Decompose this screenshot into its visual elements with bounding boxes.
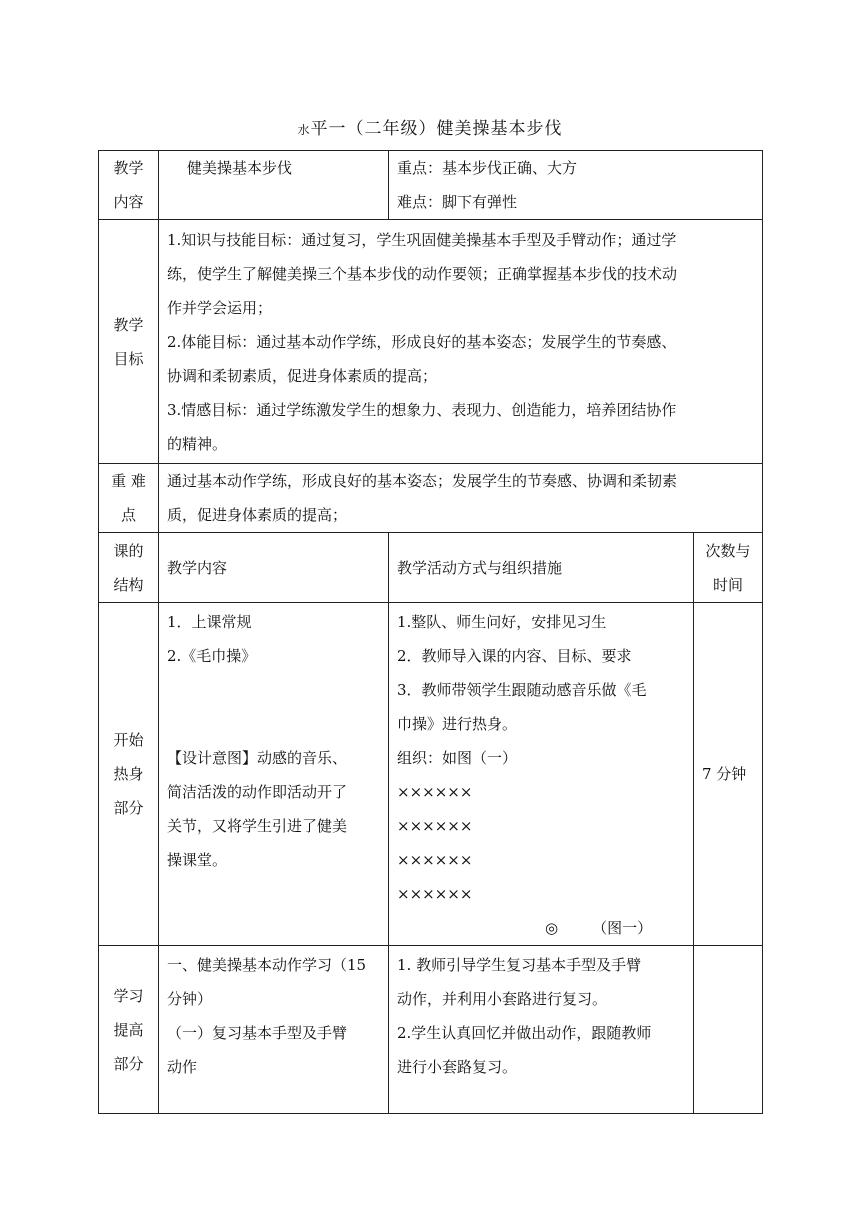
figure-caption: （图一）	[592, 919, 653, 937]
goals-text: 1.知识与技能目标：通过复习，学生巩固健美操基本手型及手臂动作；通过学 练，使学生了解健美操三个基本步伐的动作要领；正确掌握基本步伐的技术动 作并学会运用； 2.体能目标：通过基本动作学练，形成良好的基本姿态；发展学生的节奏感、 协调和柔韧素质，促进身体素质的提高； 3.情感目标：通过学练激发学生的想象力、表现力、创造能力，培养团结协作 的精神。	[159, 220, 763, 464]
header-activities: 教学活动方式与组织措施	[389, 533, 694, 603]
row-structure-header	[99, 533, 763, 603]
label-key-difficulties: 重 难 点	[99, 464, 159, 533]
title-main: 平一（二年级）健美操基本步伐	[310, 119, 563, 139]
label-teaching-content: 教学 内容	[99, 151, 159, 220]
label-teaching-goals: 教学 目标	[99, 220, 159, 464]
difficulties-text: 通过基本动作学练，形成良好的基本姿态；发展学生的节奏感、协调和柔韧素 质，促进身体素质的提高；	[159, 464, 763, 533]
design-intent: 【设计意图】动感的音乐、	[167, 749, 348, 767]
row-learning-section	[99, 946, 763, 1114]
formation-row: ××××××	[397, 783, 473, 801]
row-warmup-section	[99, 603, 763, 946]
row-key-difficulties	[99, 464, 763, 533]
title-prefix: 水	[297, 123, 311, 137]
label-learning: 学习 提高 部分	[99, 946, 159, 1114]
header-content: 教学内容	[159, 533, 389, 603]
warmup-content: 1．上课常规 2.《毛巾操》 【设计意图】动感的音乐、 简洁活泼的动作即活动开了 关节，又将学生引进了健美 操课堂。	[159, 603, 389, 946]
learning-activities: 1. 教师引导学生复习基本手型及手臂 动作，并利用小套路进行复习。 2.学生认真回忆并做出动作，跟随教师 进行小套路复习。	[389, 946, 694, 1114]
teacher-position-icon: ◎	[545, 919, 559, 937]
warmup-activities: 1.整队、师生问好，安排见习生 2．教师导入课的内容、目标、要求 3．教师带领学生跟随动感音乐做《毛 巾操》进行热身。 组织：如图（一） ×××××× ×××××× ×××××× ×××××× ◎ （图一）	[389, 603, 694, 946]
page-title	[0, 114, 860, 139]
label-warmup: 开始 热身 部分	[99, 603, 159, 946]
lesson-plan-table	[98, 150, 763, 1114]
formation-row: ××××××	[397, 817, 473, 835]
content-topic: 健美操基本步伐	[159, 151, 389, 220]
warmup-time: 7 分钟	[694, 603, 763, 946]
learning-time	[694, 946, 763, 1114]
key-points	[389, 151, 763, 220]
figure-caption-line	[397, 911, 685, 945]
row-teaching-content	[99, 151, 763, 220]
formation-row: ××××××	[397, 851, 473, 869]
row-teaching-goals	[99, 220, 763, 464]
header-time: 次数与 时间	[694, 533, 763, 603]
key-point: 重点：基本步伐正确、大方	[397, 159, 578, 177]
header-structure: 课的 结构	[99, 533, 159, 603]
formation-row: ××××××	[397, 885, 473, 903]
learning-content: 一、健美操基本动作学习（15 分钟） （一）复习基本手型及手臂 动作	[159, 946, 389, 1114]
difficult-point: 难点：脚下有弹性	[397, 193, 518, 211]
